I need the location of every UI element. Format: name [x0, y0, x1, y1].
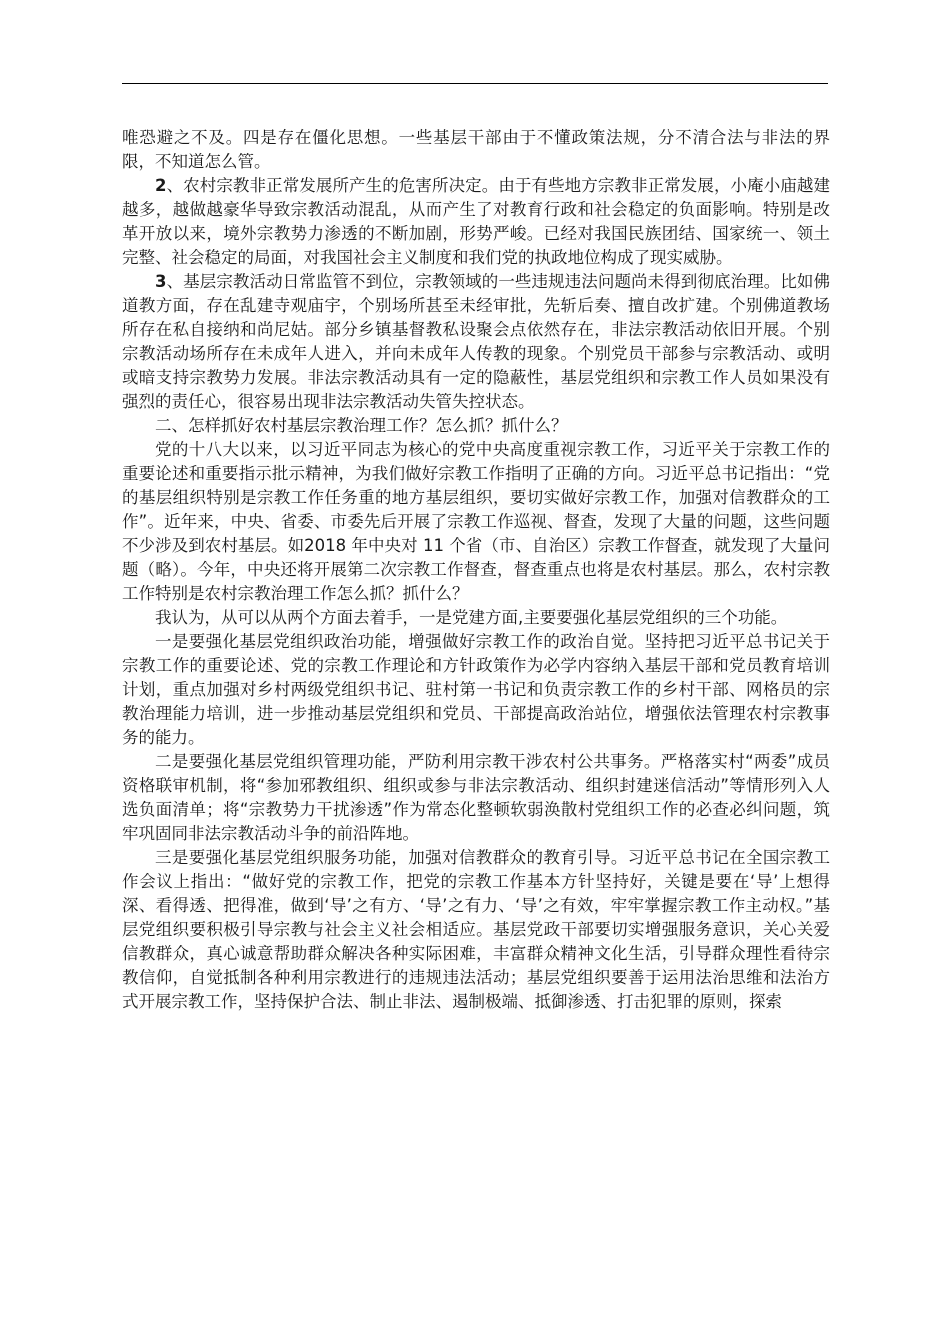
- paragraph: 党的十八大以来，以习近平同志为核心的党中央高度重视宗教工作，习近平关于宗教工作的重要论述和重要指示批示精神，为我们做好宗教工作指明了正确的方向。习近平总书记指出：“党的基层组织特别是宗教工作任务重的地方基层组织，要切实做好宗教工作，加强对信教群众的工作”。近年来，中央、省委、市委先后开展了宗教工作巡视、督查，发现了大量的问题，这些问题不少涉及到农村基层。如2018 年中央对 11 个省（市、自治区）宗教工作督查，就发现了大量问题（略）。今年，中央还将开展第二次宗教工作督查，督查重点也将是农村基层。那么，农村宗教工作特别是农村宗教治理工作怎么抓？抓什么？: [122, 440, 830, 603]
- paragraph: 二是要强化基层党组织管理功能，严防利用宗教干涉农村公共事务。严格落实村“两委”成员资格联审机制，将“参加邪教组织、组织或参与非法宗教活动、组织封建迷信活动”等情形列入人选负面清单；将“宗教势力干扰渗透”作为常态化整顿软弱涣散村党组织工作的必查必纠问题，筑牢巩固同非法宗教活动斗争的前沿阵地。: [122, 752, 830, 843]
- document-body: [122, 126, 830, 1014]
- paragraph: 我认为，从可以从两个方面去着手，一是党建方面,主要要强化基层党组织的三个功能。: [155, 608, 788, 627]
- paragraph-number: 3: [155, 272, 167, 291]
- header-rule: [122, 83, 828, 84]
- section-heading: 二、怎样抓好农村基层宗教治理工作？怎么抓？抓什么？: [155, 416, 568, 435]
- paragraph: 唯恐避之不及。四是存在僵化思想。一些基层干部由于不懂政策法规，分不清合法与非法的界限，不知道怎么管。: [122, 128, 830, 171]
- paragraph: 2、农村宗教非正常发展所产生的危害所决定。由于有些地方宗教非正常发展，小庵小庙越建越多，越做越豪华导致宗教活动混乱，从而产生了对教育行政和社会稳定的负面影响。特别是改革开放以来，境外宗教势力渗透的不断加剧，形势严峻。已经对我国民族团结、国家统一、领土完整、社会稳定的局面，对我国社会主义制度和我们党的执政地位构成了现实威胁。: [122, 176, 830, 267]
- paragraph: 一是要强化基层党组织政治功能，增强做好宗教工作的政治自觉。坚持把习近平总书记关于宗教工作的重要论述、党的宗教工作理论和方针政策作为必学内容纳入基层干部和党员教育培训计划，重点加强对乡村两级党组织书记、驻村第一书记和负责宗教工作的乡村干部、网格员的宗教治理能力培训，进一步推动基层党组织和党员、干部提高政治站位，增强依法管理农村宗教事务的能力。: [122, 632, 830, 747]
- paragraph: 三是要强化基层党组织服务功能，加强对信教群众的教育引导。习近平总书记在全国宗教工作会议上指出：“做好党的宗教工作，把党的宗教工作基本方针坚持好，关键是要在‘导’上想得深、看得透、把得准，做到‘导’之有方、‘导’之有力、‘导’之有效，牢牢掌握宗教工作主动权。”基层党组织要积极引导宗教与社会主义社会相适应。基层党政干部要切实增强服务意识，关心关爱信教群众，真心诚意帮助群众解决各种实际困难，丰富群众精神文化生活，引导群众理性看待宗教信仰，自觉抵制各种利用宗教进行的违规违法活动；基层党组织要善于运用法治思维和法治方式开展宗教工作，坚持保护合法、制止非法、遏制极端、抵御渗透、打击犯罪的原则，探索: [122, 848, 830, 1011]
- paragraph-number: 2: [155, 176, 167, 195]
- paragraph: 3、基层宗教活动日常监管不到位，宗教领域的一些违规违法问题尚未得到彻底治理。比如佛道教方面，存在乱建寺观庙宇，个别场所甚至未经审批，先斩后奏、擅自改扩建。个别佛道教场所存在私自接纳和尚尼姑。部分乡镇基督教私设聚会点依然存在，非法宗教活动依旧开展。个别宗教活动场所存在未成年人进入，并向未成年人传教的现象。个别党员干部参与宗教活动、或明或暗支持宗教势力发展。非法宗教活动具有一定的隐蔽性，基层党组织和宗教工作人员如果没有强烈的责任心，很容易出现非法宗教活动失管失控状态。: [122, 272, 830, 411]
